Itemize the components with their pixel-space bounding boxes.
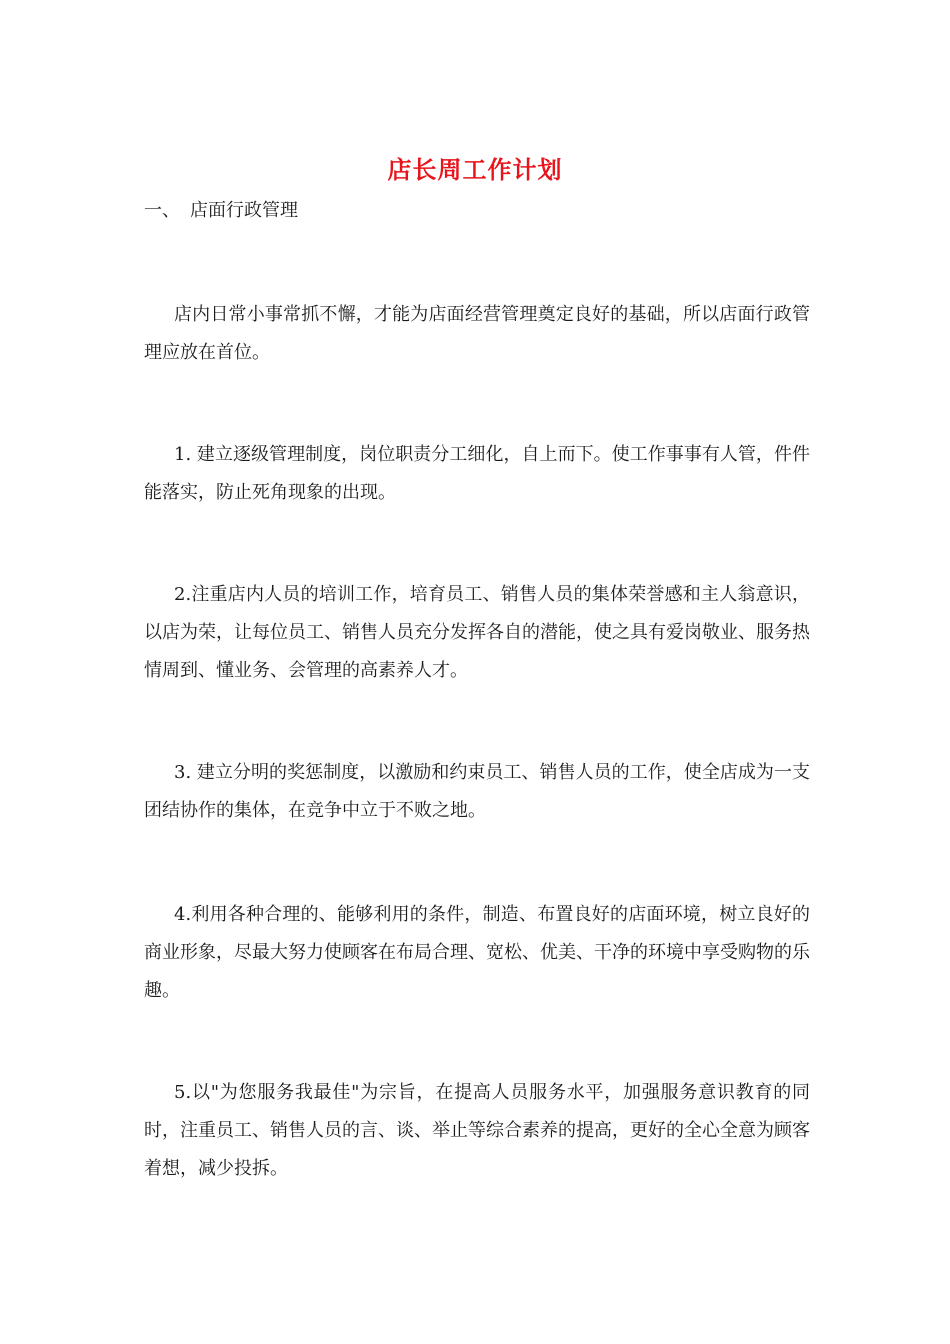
section-number: 一、 bbox=[144, 200, 180, 221]
document-title: 店长周工作计划 bbox=[387, 155, 563, 184]
section-heading bbox=[144, 196, 298, 226]
paragraph-item-3: 3. 建立分明的奖惩制度，以激励和约束员工、销售人员的工作，使全店成为一支团结协作的集体，在竞争中立于不败之地。 bbox=[144, 762, 810, 821]
paragraph-intro: 店内日常小事常抓不懈，才能为店面经营管理奠定良好的基础，所以店面行政管理应放在首位。 bbox=[144, 304, 810, 363]
paragraph-item-5: 5.以"为您服务我最佳"为宗旨，在提高人员服务水平，加强服务意识教育的同时，注重员工、销售人员的言、谈、举止等综合素养的提高，更好的全心全意为顾客着想，减少投拆。 bbox=[144, 1082, 810, 1179]
paragraph-item-2: 2.注重店内人员的培训工作，培育员工、销售人员的集体荣誉感和主人翁意识，以店为荣，让每位员工、销售人员充分发挥各自的潜能，使之具有爱岗敬业、服务热情周到、懂业务、会管理的高素养人才。 bbox=[144, 584, 810, 681]
paragraph-item-4: 4.利用各种合理的、能够利用的条件，制造、布置良好的店面环境，树立良好的商业形象，尽最大努力使顾客在布局合理、宽松、优美、干净的环境中享受购物的乐趣。 bbox=[144, 904, 810, 1001]
paragraph-item-1: 1. 建立逐级管理制度，岗位职责分工细化，自上而下。使工作事事有人管，件件能落实，防止死角现象的出现。 bbox=[144, 444, 810, 503]
section-title: 店面行政管理 bbox=[190, 200, 298, 221]
